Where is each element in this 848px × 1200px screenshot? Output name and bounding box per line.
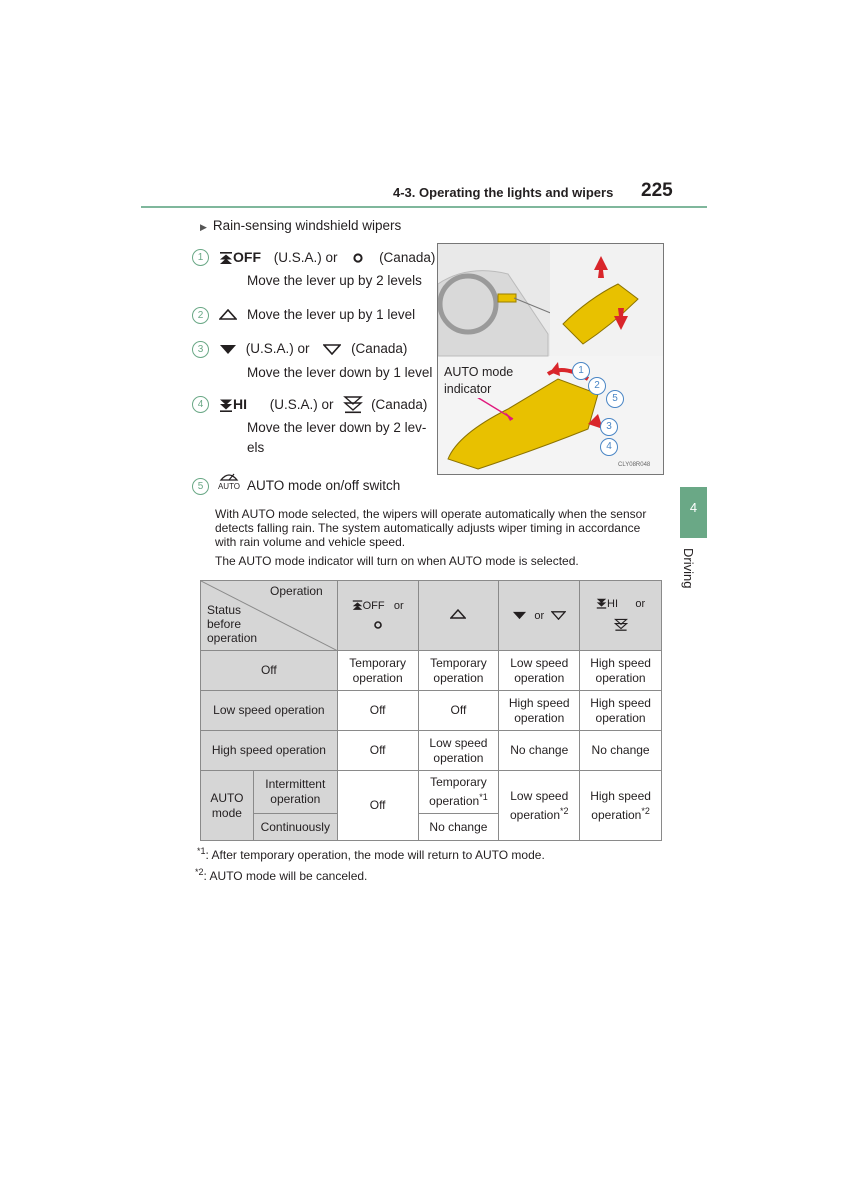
callout-1: 1	[572, 362, 590, 380]
auto-switch-icon	[216, 471, 242, 491]
item-3-line: (U.S.A.) or (Canada)	[219, 341, 407, 356]
callout-5: 5	[606, 390, 624, 408]
wiper-up-1-icon	[450, 609, 466, 619]
auto-indicator-label: AUTO mode indicator	[444, 365, 514, 396]
table-corner-cell: Operation Status before operation	[201, 581, 338, 651]
callout-2: 2	[588, 377, 606, 395]
auto-icon-label: AUTO	[217, 482, 241, 491]
section-title: 4-3. Operating the lights and wipers	[393, 185, 614, 200]
wiper-down-filled-icon	[219, 344, 237, 355]
chapter-label: Driving	[681, 548, 696, 589]
circle-mist-icon	[351, 252, 365, 264]
item-3-desc: Move the lever down by 1 level	[247, 365, 433, 380]
item-4-desc-1: Move the lever down by 2 lev-	[247, 420, 427, 435]
wiper-down-2-outline-icon	[614, 618, 628, 632]
wiper-down-2-icon	[219, 399, 233, 412]
wiper-lever-figure	[437, 243, 664, 475]
col-header-down1: or	[499, 581, 580, 651]
wiper-down-outline-icon	[551, 611, 566, 620]
item-5-desc: AUTO mode on/off switch	[247, 478, 401, 493]
col-header-up2: OFF or	[337, 581, 418, 651]
wiper-down-filled-icon	[512, 611, 527, 620]
item-1-line: OFF (U.S.A.) or (Canada)	[219, 249, 435, 265]
item-number-5: 5	[192, 478, 209, 495]
item-number-2: 2	[192, 307, 209, 324]
item-4-desc-2: els	[247, 440, 265, 455]
windshield-icon	[219, 471, 239, 482]
footnote-1: $^{*1}$: After temporary operation, the mode will return to AUTO mode.	[197, 846, 545, 862]
table-row-auto-intermittent: AUTO mode Intermittent operation Off Temporary operation$^{*1}$ Low speed operation$^{*2}$ High speed operation$^{*2}$	[201, 771, 662, 814]
wiper-down-2-icon	[596, 598, 607, 609]
header-rule	[141, 206, 707, 208]
item-4-line: HI (U.S.A.) or (Canada)	[219, 396, 427, 414]
lever-illustration	[438, 244, 663, 474]
table-row-high: High speed operation Off Low speed operation No change No change	[201, 731, 662, 771]
wiper-down-2-outline-icon	[343, 396, 363, 414]
table-row-off: Off Temporary operation Temporary operation Low speed operation High speed operation	[201, 651, 662, 691]
item-1-desc: Move the lever up by 2 levels	[247, 273, 422, 288]
page-number: 225	[641, 180, 673, 201]
table-row-auto-continuous: Continuously No change	[201, 814, 662, 841]
hi-label: HI	[233, 396, 247, 412]
col-header-up1	[418, 581, 499, 651]
item-number-4: 4	[192, 396, 209, 413]
off-label: OFF	[233, 249, 261, 265]
chapter-tab: 4	[680, 487, 707, 538]
wiper-up-2-icon	[352, 600, 363, 611]
callout-3: 3	[600, 418, 618, 436]
footnote-2: $^{*2}$: AUTO mode will be canceled.	[195, 867, 368, 883]
item-number-1: 1	[192, 249, 209, 266]
bullet-heading: ▶ Rain-sensing windshield wipers	[200, 218, 402, 233]
col-header-down2: HI or	[580, 581, 662, 651]
wiper-down-outline-icon	[323, 344, 341, 355]
auto-mode-paragraph: With AUTO mode selected, the wipers will operate automatically when the sensor detects falling rain. The system automatically adjusts wiper timing in accordance with rain volume and vehicle speed.	[215, 507, 647, 549]
wiper-up-1-icon	[219, 309, 237, 320]
wiper-up-2-icon	[219, 252, 233, 265]
item-2-desc: Move the lever up by 1 level	[247, 307, 416, 322]
circle-mist-icon	[373, 620, 383, 630]
triangle-bullet-icon: ▶	[200, 222, 207, 232]
figure-code: CLY08R048	[618, 462, 651, 468]
callout-4: 4	[600, 438, 618, 456]
table-row-low: Low speed operation Off Off High speed operation High speed operation	[201, 691, 662, 731]
item-number-3: 3	[192, 341, 209, 358]
operation-table	[200, 580, 662, 841]
indicator-paragraph: The AUTO mode indicator will turn on when AUTO mode is selected.	[215, 554, 579, 568]
